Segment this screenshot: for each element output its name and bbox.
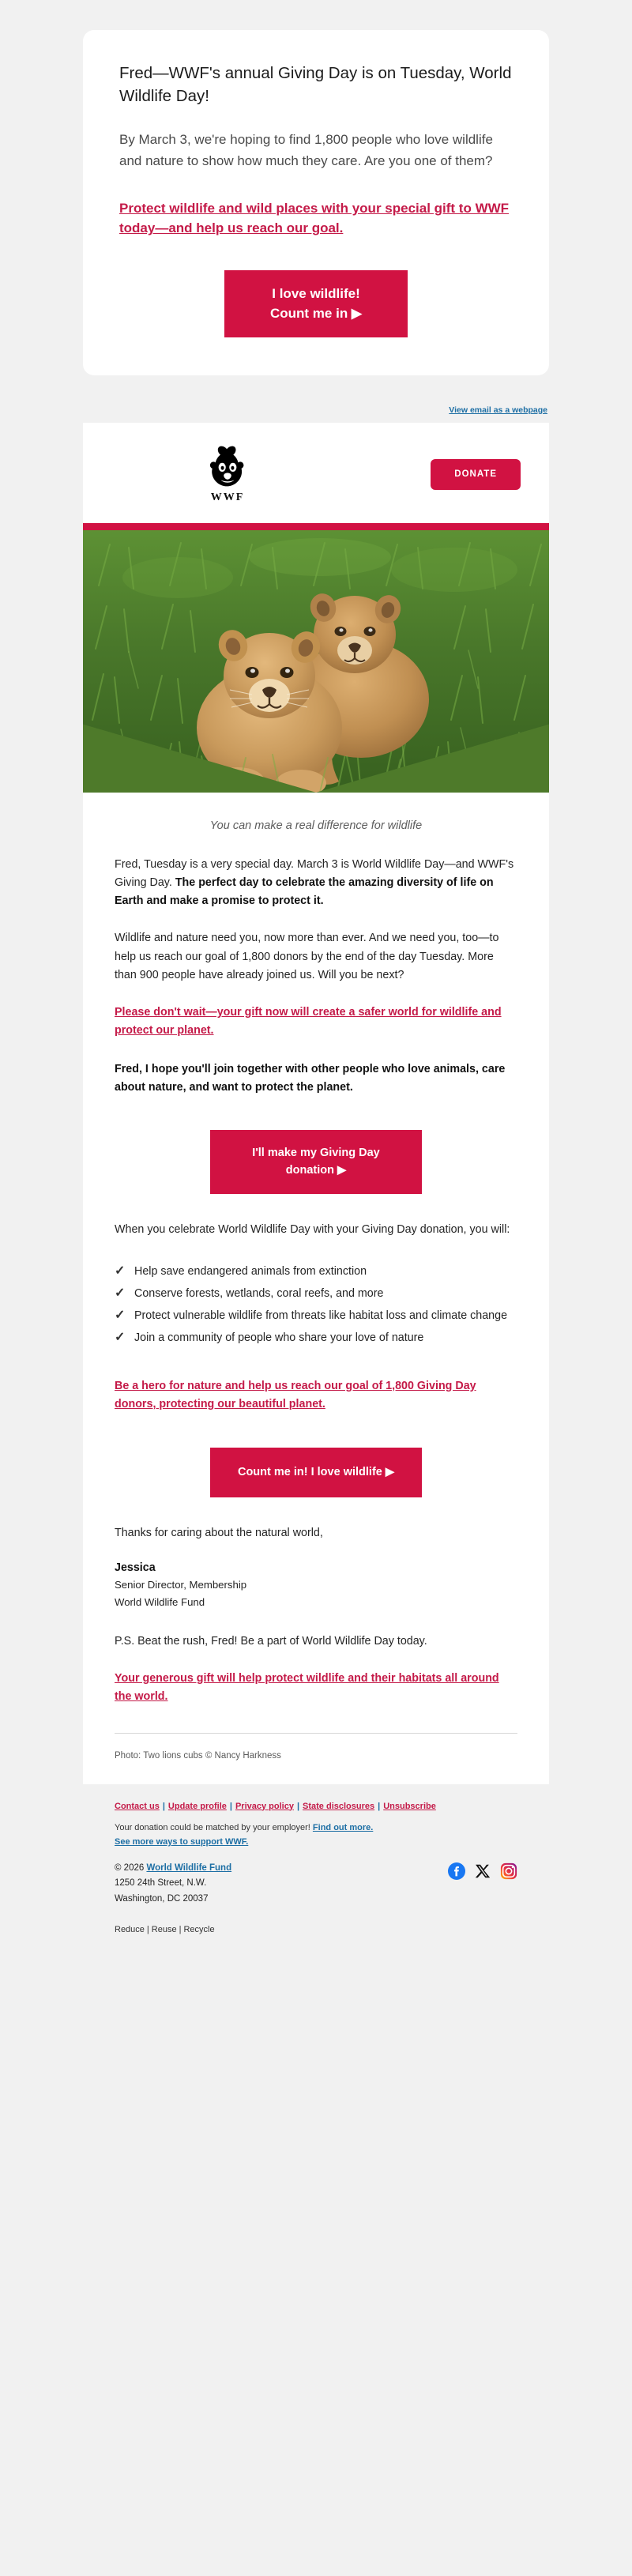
copyright-line xyxy=(115,1861,231,1877)
ps-wrap xyxy=(83,1612,549,1706)
reduce-label: Reduce xyxy=(115,1924,145,1934)
list-item-label: Conserve forests, wetlands, coral reefs, and more xyxy=(134,1287,384,1301)
footer-separator: | xyxy=(229,1801,232,1811)
be-a-hero-link[interactable]: Be a hero for nature and help us reach our goal of 1,800 Giving Day donors, protecting our beautiful planet. xyxy=(115,1379,476,1410)
teaser-headline: Fred—WWF's annual Giving Day is on Tuesday, World Wildlife Day! xyxy=(119,64,512,106)
paragraph-1-b: The perfect day to celebrate the amazing diversity of life on Earth and make a promise to protect it. xyxy=(115,876,494,908)
footer-links xyxy=(115,1802,517,1811)
teaser-button-line1: I love wildlife! xyxy=(272,285,360,301)
hero-caption: You can make a real difference for wildlife xyxy=(209,819,423,832)
footer-separator: | xyxy=(296,1801,300,1811)
hero-image xyxy=(83,530,549,793)
footer-link-update-profile[interactable]: Update profile xyxy=(167,1801,227,1811)
teaser-paragraph: By March 3, we're hoping to find 1,800 people who love wildlife and nature to show how much they care. Are you one of them? xyxy=(119,132,493,168)
email-footer xyxy=(83,1784,549,1966)
photo-credit: Photo: Two lions cubs © Nancy Harkness xyxy=(115,1750,281,1761)
reduce-separator: | xyxy=(146,1924,149,1934)
teaser-button-wrap xyxy=(119,270,513,337)
footer-link-state-disclosures[interactable]: State disclosures xyxy=(303,1801,375,1811)
check-icon: ✓ xyxy=(115,1331,126,1345)
view-as-webpage-link[interactable]: View email as a webpage xyxy=(449,405,547,415)
support-wwf-link[interactable]: See more ways to support WWF. xyxy=(115,1836,249,1847)
footer-separator: | xyxy=(162,1801,165,1811)
x-twitter-icon[interactable] xyxy=(474,1862,491,1884)
paragraph-2: Wildlife and nature need you, now more than ever. And we need you, too—to help us reach our goal of 1,800 donors by the end of the day Tuesday. More than 900 people have already joined us. Will you be next? xyxy=(115,932,499,981)
reuse-label: Reuse xyxy=(151,1924,177,1934)
list-item-label: Join a community of people who share your love of nature xyxy=(134,1331,424,1345)
footer-link-privacy-policy[interactable]: Privacy policy xyxy=(235,1801,294,1811)
teaser-cta-link[interactable]: Protect wildlife and wild places with your special gift to WWF today—and help us reach our goal. xyxy=(119,200,510,236)
address-line-1: 1250 24th Street, N.W. xyxy=(115,1878,207,1889)
paragraph-3: Fred, I hope you'll join together with other people who love animals, care about nature, and want to protect the planet. xyxy=(115,1062,506,1094)
closing-wrap xyxy=(83,1524,549,1542)
i-love-wildlife-button[interactable] xyxy=(224,270,408,337)
recycle-label: Recycle xyxy=(183,1924,215,1934)
footer-bottom xyxy=(115,1861,517,1908)
paragraph-1 xyxy=(115,856,517,910)
list-intro: When you celebrate World Wildlife Day with your Giving Day donation, you will: xyxy=(115,1222,510,1236)
closing-text: Thanks for caring about the natural world, xyxy=(115,1526,323,1539)
teaser-card xyxy=(83,30,549,375)
list-intro-wrap xyxy=(83,1221,549,1239)
copyright-prefix: © 2026 xyxy=(115,1862,147,1873)
signature-org: World Wildlife Fund xyxy=(115,1595,205,1608)
wwf-logo[interactable] xyxy=(198,445,257,504)
count-me-in-button[interactable]: Count me in! I love wildlife ▶ xyxy=(210,1448,422,1497)
panda-icon xyxy=(205,445,250,489)
check-icon: ✓ xyxy=(115,1264,126,1278)
cta1-line1: I'll make my Giving Day xyxy=(252,1146,380,1159)
list-item-label: Help save endangered animals from extinction xyxy=(134,1265,367,1278)
giving-day-donation-button[interactable] xyxy=(210,1130,422,1194)
list-item xyxy=(115,1329,517,1346)
donate-button[interactable]: DONATE xyxy=(431,459,521,490)
org-link[interactable]: World Wildlife Fund xyxy=(146,1862,232,1873)
reduce-reuse-recycle xyxy=(115,1925,517,1934)
footer-separator: | xyxy=(378,1801,381,1811)
instagram-icon[interactable] xyxy=(500,1862,517,1884)
signature-block xyxy=(83,1561,549,1610)
cta-block-1 xyxy=(83,1116,549,1221)
address-line-2: Washington, DC 20037 xyxy=(115,1894,209,1904)
ps-text: P.S. Beat the rush, Fred! Be a part of World Wildlife Day today. xyxy=(115,1634,427,1648)
body-copy xyxy=(83,856,549,1097)
signature-role: Senior Director, Membership xyxy=(115,1579,247,1591)
cta-block-2 xyxy=(83,1433,549,1523)
wwf-wordmark: WWF xyxy=(210,491,245,503)
lion-cubs-photo xyxy=(83,530,549,793)
check-icon: ✓ xyxy=(115,1309,126,1323)
hero-link-wrap xyxy=(83,1360,549,1414)
find-out-more-link[interactable]: Find out more. xyxy=(312,1822,374,1832)
facebook-icon[interactable] xyxy=(448,1862,465,1884)
teaser-button-line2: Count me in ▶ xyxy=(269,306,362,322)
dont-wait-link[interactable]: Please don't wait—your gift now will create a safer world for wildlife and protect our planet. xyxy=(115,1005,502,1037)
footer-link-contact-us[interactable]: Contact us xyxy=(115,1801,160,1811)
email-header xyxy=(83,423,549,523)
list-item xyxy=(115,1285,517,1302)
webview-row xyxy=(83,402,549,416)
footer-link-unsubscribe[interactable]: Unsubscribe xyxy=(383,1801,436,1811)
generous-gift-link[interactable]: Your generous gift will help protect wildlife and their habitats all around the world. xyxy=(115,1671,499,1703)
reduce-separator: | xyxy=(179,1924,182,1934)
social-links xyxy=(448,1861,517,1884)
email-body xyxy=(83,423,549,1784)
list-item xyxy=(115,1307,517,1324)
employer-match-text: Your donation could be matched by your employer! xyxy=(115,1822,313,1832)
support-note xyxy=(115,1837,517,1847)
hero-accent-bar xyxy=(83,523,549,530)
signature-name: Jessica xyxy=(115,1561,156,1574)
address-block xyxy=(115,1861,231,1908)
list-item xyxy=(115,1263,517,1280)
employer-match-note xyxy=(115,1821,517,1835)
list-item-label: Protect vulnerable wildlife from threats like habitat loss and climate change xyxy=(134,1309,508,1323)
benefits-checklist xyxy=(83,1258,549,1360)
hero-clip xyxy=(83,530,549,793)
check-icon: ✓ xyxy=(115,1286,126,1301)
cta1-line2: donation ▶ xyxy=(285,1164,347,1177)
paragraph-1-a: Fred, Tuesday is a very special day. March 3 is World Wildlife Day—and WWF's Giving Day. xyxy=(115,857,514,890)
